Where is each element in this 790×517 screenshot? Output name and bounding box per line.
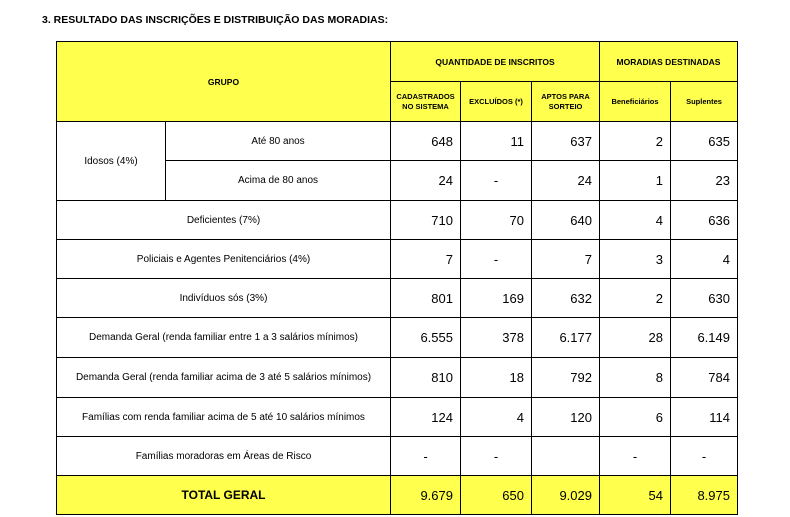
- cell-suplentes: 630: [671, 279, 738, 318]
- row-sublabel: Acima de 80 anos: [166, 161, 391, 201]
- table-row: [57, 358, 738, 398]
- section-heading: 3. RESULTADO DAS INSCRIÇÕES E DISTRIBUIÇÃO DAS MORADIAS:: [42, 14, 389, 26]
- cell-cadastrados: 6.555: [391, 318, 461, 358]
- header-quantidade: QUANTIDADE DE INSCRITOS: [391, 42, 600, 82]
- cell-suplentes: 636: [671, 201, 738, 240]
- header-beneficiarios: Beneficiários: [600, 82, 671, 122]
- header-grupo: GRUPO: [57, 42, 391, 122]
- row-label: Deficientes (7%): [57, 201, 391, 240]
- cell-suplentes: 635: [671, 122, 738, 161]
- row-label: Policiais e Agentes Penitenciários (4%): [57, 240, 391, 279]
- row-sublabel: Até 80 anos: [166, 122, 391, 161]
- total-beneficiarios: 54: [600, 476, 671, 515]
- cell-aptos: 6.177: [532, 318, 600, 358]
- header-suplentes: Suplentes: [671, 82, 738, 122]
- cell-excluidos: -: [461, 161, 532, 201]
- table-row: [57, 318, 738, 358]
- cell-aptos: [532, 437, 600, 476]
- header-cadastrados: CADASTRADOS NO SISTEMA: [391, 82, 461, 122]
- cell-beneficiarios: 28: [600, 318, 671, 358]
- cell-cadastrados: 710: [391, 201, 461, 240]
- cell-excluidos: 11: [461, 122, 532, 161]
- cell-aptos: 120: [532, 398, 600, 437]
- cell-excluidos: -: [461, 240, 532, 279]
- cell-beneficiarios: -: [600, 437, 671, 476]
- cell-cadastrados: 7: [391, 240, 461, 279]
- table-row: [57, 437, 738, 476]
- cell-aptos: 24: [532, 161, 600, 201]
- cell-excluidos: -: [461, 437, 532, 476]
- header-aptos: APTOS PARA SORTEIO: [532, 82, 600, 122]
- cell-excluidos: 18: [461, 358, 532, 398]
- cell-beneficiarios: 2: [600, 279, 671, 318]
- table-row: [57, 122, 738, 161]
- cell-aptos: 640: [532, 201, 600, 240]
- total-suplentes: 8.975: [671, 476, 738, 515]
- cell-cadastrados: 801: [391, 279, 461, 318]
- cell-excluidos: 378: [461, 318, 532, 358]
- cell-cadastrados: 810: [391, 358, 461, 398]
- cell-suplentes: 4: [671, 240, 738, 279]
- cell-suplentes: 6.149: [671, 318, 738, 358]
- total-aptos: 9.029: [532, 476, 600, 515]
- cell-beneficiarios: 6: [600, 398, 671, 437]
- cell-excluidos: 70: [461, 201, 532, 240]
- total-label: TOTAL GERAL: [57, 476, 391, 515]
- cell-suplentes: 784: [671, 358, 738, 398]
- row-label: Indivíduos sós (3%): [57, 279, 391, 318]
- cell-beneficiarios: 3: [600, 240, 671, 279]
- cell-excluidos: 169: [461, 279, 532, 318]
- results-table: [56, 41, 738, 515]
- header-excluidos: EXCLUÍDOS (*): [461, 82, 532, 122]
- cell-cadastrados: 124: [391, 398, 461, 437]
- cell-beneficiarios: 2: [600, 122, 671, 161]
- cell-cadastrados: 648: [391, 122, 461, 161]
- cell-aptos: 637: [532, 122, 600, 161]
- table-row: [57, 240, 738, 279]
- table-row: [57, 279, 738, 318]
- table-row: [57, 398, 738, 437]
- cell-excluidos: 4: [461, 398, 532, 437]
- cell-suplentes: -: [671, 437, 738, 476]
- cell-cadastrados: -: [391, 437, 461, 476]
- row-label: Demanda Geral (renda familiar acima de 3 até 5 salários mínimos): [57, 358, 391, 398]
- cell-beneficiarios: 1: [600, 161, 671, 201]
- cell-cadastrados: 24: [391, 161, 461, 201]
- row-label: Famílias moradoras em Áreas de Risco: [57, 437, 391, 476]
- cell-beneficiarios: 8: [600, 358, 671, 398]
- header-moradias: MORADIAS DESTINADAS: [600, 42, 738, 82]
- cell-aptos: 792: [532, 358, 600, 398]
- cell-suplentes: 114: [671, 398, 738, 437]
- total-row: [57, 476, 738, 515]
- cell-aptos: 632: [532, 279, 600, 318]
- table-row: [57, 201, 738, 240]
- cell-suplentes: 23: [671, 161, 738, 201]
- cell-beneficiarios: 4: [600, 201, 671, 240]
- row-label: Famílias com renda familiar acima de 5 até 10 salários mínimos: [57, 398, 391, 437]
- total-excluidos: 650: [461, 476, 532, 515]
- row-label-idosos: Idosos (4%): [57, 122, 166, 201]
- total-cadastrados: 9.679: [391, 476, 461, 515]
- cell-aptos: 7: [532, 240, 600, 279]
- row-label: Demanda Geral (renda familiar entre 1 a 3 salários mínimos): [57, 318, 391, 358]
